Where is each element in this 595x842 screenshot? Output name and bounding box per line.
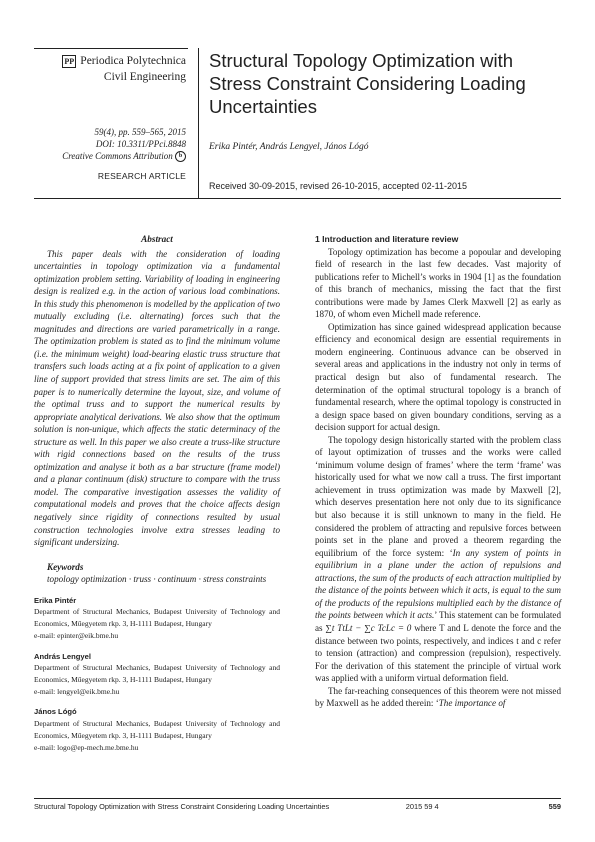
affiliation-item [34,651,280,698]
running-title: Structural Topology Optimization with Stress Constraint Considering Loading Uncertainties [34,802,330,811]
affiliation-item [34,706,280,753]
received-dates: Received 30-09-2015, revised 26-10-2015, accepted 02-11-2015 [209,181,468,191]
intro-paragraph-4 [315,685,561,710]
maxwell-formula: ∑t TtLt − ∑c TcLc = 0 [325,622,412,633]
journal-top-rule [34,48,188,49]
paragraph-text: ’ This statement can be formulated as [315,610,561,633]
journal-subtitle: Civil Engineering [103,71,186,83]
journal-logo-icon: PP [62,55,76,68]
footer-rule [34,798,561,799]
header-bottom-rule [34,198,561,199]
citation-block [34,126,186,162]
affiliations [34,595,280,753]
affiliation-author-name: Erika Pintér [34,595,77,605]
section-heading: 1 Introduction and literature review [315,234,459,244]
affiliation-department: Department of Structural Mechanics, Budapest University of Technology and Economics, Műegyetem rkp. 3, H-1111 Budapest, Hungary [34,607,280,629]
paragraph-text: The topology design historically started with the problem class of layout optimization of trusses and the works were called ‘minimum volume design of frames’ where the term ‘frame’ was historically used for what we now call a truss. The first important achievement in truss optimization was made by Maxwell [2], which deserves presentation here not only due to its significance but also because it is still unknown to many in the field. He considered the problem of attracting and repulsive forces between points set in the plane and proved a theorem regarding the equilibrium of the force system: ‘ [315,434,561,558]
page-number: 559 [548,802,561,811]
affiliation-email[interactable]: e-mail: logo@ep-mech.me.bme.hu [34,742,139,752]
license-text: Creative Commons Attribution [62,151,173,161]
abstract-heading: Abstract [141,234,173,244]
affiliation-email[interactable]: e-mail: lengyel@eik.bme.hu [34,686,120,696]
affiliation-item [34,595,280,642]
article-title: Structural Topology Optimization with Stress Constraint Considering Loading Uncertainties [209,50,526,117]
abstract-text: This paper deals with the consideration of loading uncertainties in topology optimization via a fundamental optimization problem setting. Variability of loading in engineering design is realized e.g. in the action of various load combinations. In this study this phenomenon is modelled by the application of two mutually excluding (i.e. alternating) forces such that the magnitudes and directions are varied parametrically in a range. The optimization problem is stated as to find the minimum volume (i.e. the minimum weight) load-bearing elastic truss structure that transfers such loads acting at a fix point of application to a given line of support provided that stress limits are set. The aim of this paper is to numerically determine the layout, size, and volume of the optimal truss and to support the numerical results by appropriate analytical derivations. We also show that the optimum solution is non-unique, which affects the static determinacy of the structure as well. In this paper we also create a truss-like structure with rigid connections based on the results of the truss optimization and analyse it both as a bar structure (frame model) and a planar continuum (disk) structure to compare with the truss model. The comparative investigation assesses the validity of computational models and proves that the choice affects design negatively since rigidity of connections resulted by usual construction technologies involve extra stresses leading to significant undersizing. [34,248,280,548]
cc-by-icon: b [175,151,186,162]
journal-name: Periodica Polytechnica [80,55,186,67]
affiliation-department: Department of Structural Mechanics, Budapest University of Technology and Economics, Műegyetem rkp. 3, H-1111 Budapest, Hungary [34,719,280,740]
intro-paragraph-1: Topology optimization has become a popoular and developing field of research in the last few decades. Vast majority of publications refer to Michell’s works in 1904 [1] as the foundation of this branch of mechanics, missing the fact that the first contributions were made by James Clerk Maxwell [2] as early as 1870, of whom even Michell made reference. [315,246,561,320]
journal-name-line1 [34,54,186,69]
paragraph-text: The far-reaching consequences of this theorem were not missed by Maxwell as he added therein: ‘ [315,685,561,709]
maxwell-quote: In any system of points in equilibrium in a plane under the action of repulsions and attractions, the sum of the products of each attraction multiplied by the distance of the points between which it acts, is equal to the sum of the products of the repulsions multiplied each by the distance of the points between which it acts. [315,547,561,621]
issue-number: 2015 59 4 [405,802,439,811]
page-footer [34,802,561,811]
affiliation-email[interactable]: e-mail: epinter@eik.bme.hu [34,630,119,640]
citation-doi[interactable]: DOI: 10.3311/PPci.8848 [95,139,186,149]
article-authors: Erika Pintér, András Lengyel, János Lógó [209,142,369,152]
header-vertical-divider [198,48,199,198]
journal-name-block [34,54,186,85]
affiliation-author-name: János Lógó [34,707,77,717]
left-column [34,233,280,753]
maxwell-quote-continued: The importance of [438,698,506,709]
keywords-text: topology optimization · truss · continuum · stress constraints [47,574,267,585]
citation-license [34,150,186,162]
affiliation-author-name: András Lengyel [34,651,91,661]
paragraph-text: where T and L denote the force and the distance between two points, respectively, and indices t and c refer to tension (attraction) and compression (repulsion), respectively. For the derivation of this statement the principle of virtual work was applied with a uniform virtual deformation field. [315,622,561,684]
affiliation-department: Department of Structural Mechanics, Budapest University of Technology and Economics, Műegyetem rkp. 3, H-1111 Budapest, Hungary [34,663,280,684]
keywords-heading: Keywords [47,561,84,572]
article-type-label: RESEARCH ARTICLE [97,171,186,181]
intro-paragraph-3 [315,434,561,685]
citation-volume: 59(4), pp. 559–565, 2015 [94,127,186,137]
right-column [315,233,561,710]
intro-paragraph-2: Optimization has since gained widespread application because efficiency and economical design are essential requirements in modern engineering. Continuous advance can be observed in several areas and applications in the industry not only in terms of practical design but also of fundamental research. The determination of the optimal structural topology is a branch of fundamental research, where the optimal topology is constructed in a design space based on given boundary conditions, serving as a decision support for actual design. [315,321,561,433]
